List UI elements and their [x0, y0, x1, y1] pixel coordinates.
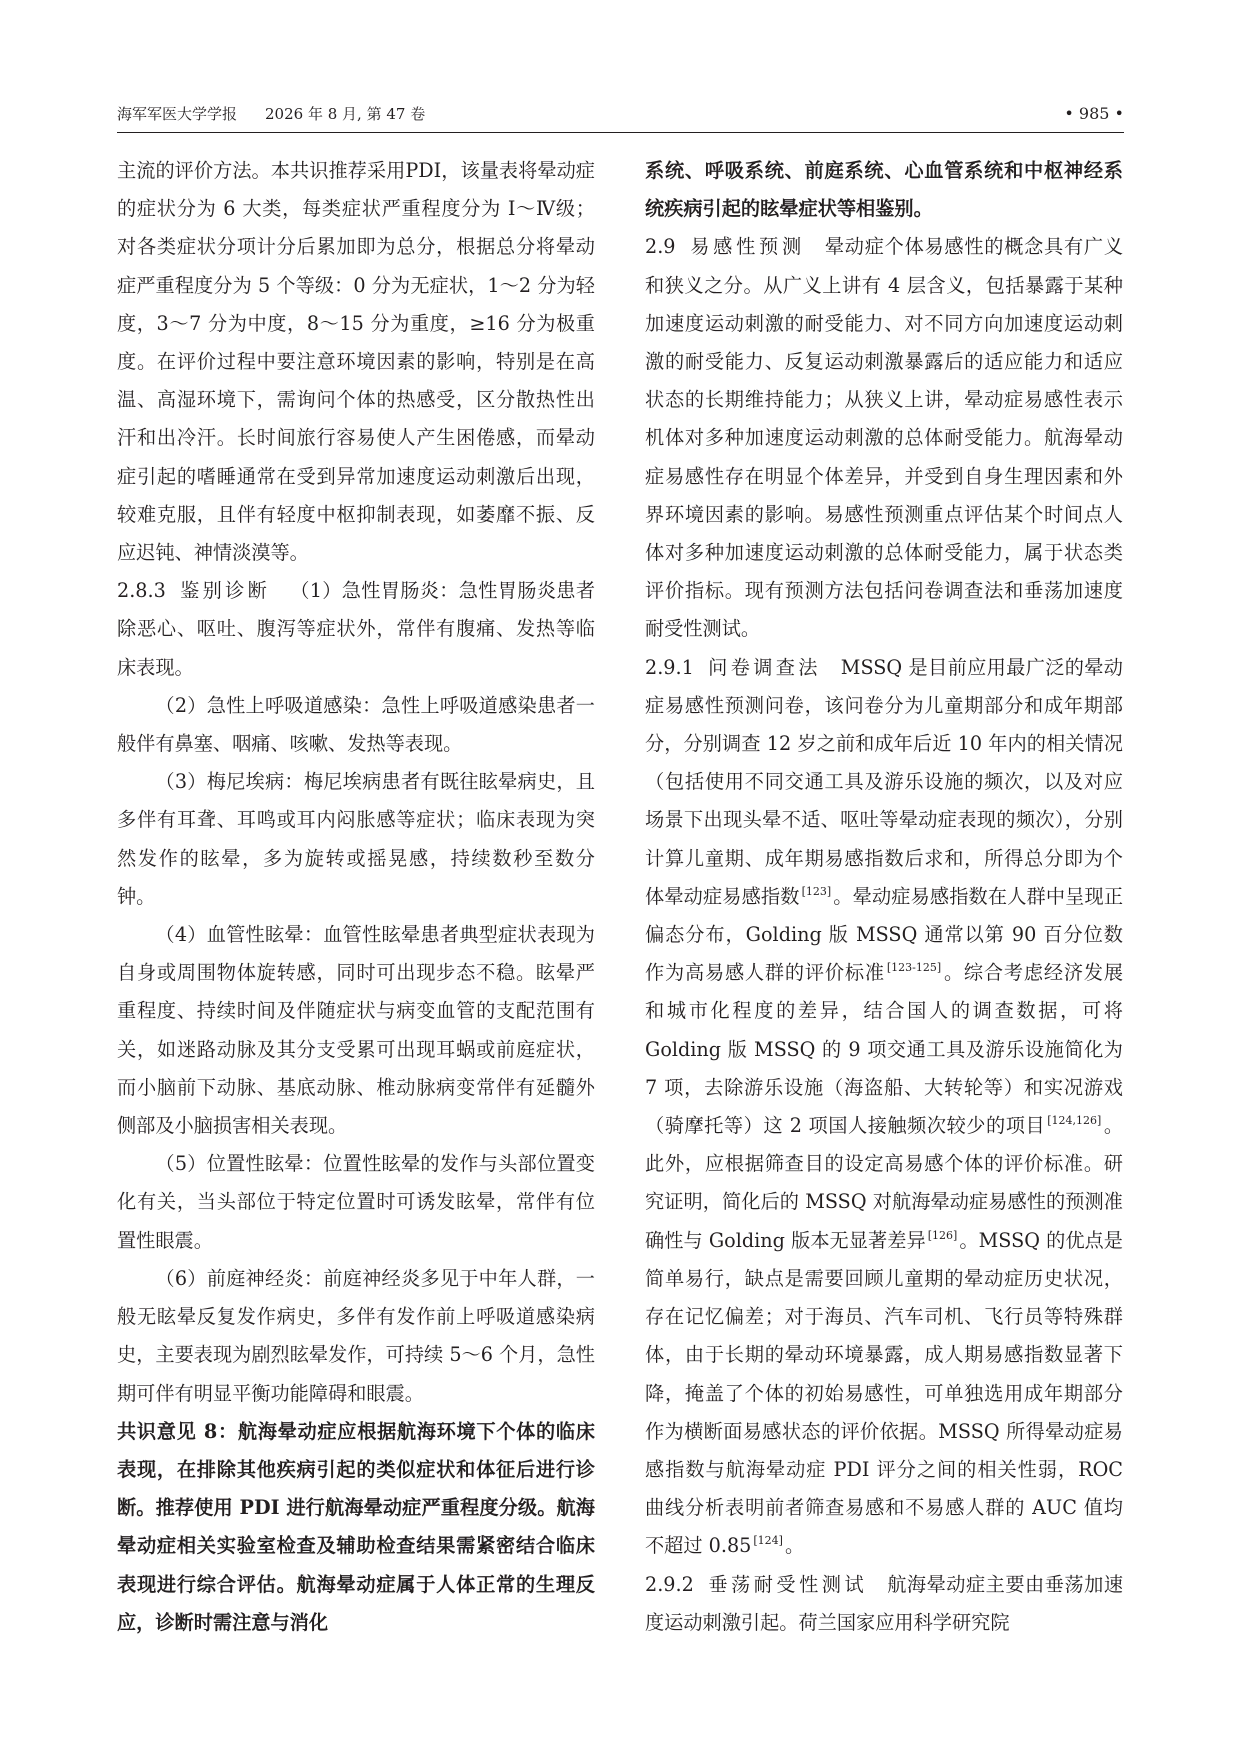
section-title: 鉴别诊断: [179, 579, 271, 603]
section-2-9-1: [645, 649, 1123, 1566]
citation: [123]: [801, 884, 832, 898]
citation: [124,126]: [1047, 1114, 1102, 1128]
section-text: （1）急性胃肠炎：急性胃肠炎患者除恶心、呕吐、腹泻等症状外，常伴有腹痛、发热等临床表现。: [117, 579, 595, 679]
differential-item-3: （3）梅尼埃病：梅尼埃病患者有既往眩晕病史，且多伴有耳聋、耳鸣或耳内闷胀感等症状；临床表现为突然发作的眩晕，多为旋转或摇晃感，持续数秒至数分钟。: [117, 770, 595, 908]
section-2-9-2: [645, 1566, 1123, 1642]
citation: [126]: [927, 1228, 958, 1242]
differential-item-6: （6）前庭神经炎：前庭神经炎多见于中年人群，一般无眩晕反复发作病史，多伴有发作前上呼吸道感染病史，主要表现为剧烈眩晕发作，可持续 5～6 个月，急性期可伴有明显平衡功能障碍和眼震。: [117, 1266, 595, 1405]
left-column: [117, 152, 595, 1642]
paragraph: 主流的评价方法。本共识推荐采用PDI，该量表将晕动症的症状分为 6 大类，每类症状严重程度分为 Ⅰ～Ⅳ级；对各类症状分项计分后累加即为总分，根据总分将晕动症严重程度分为 5 个等级：0 分为无症状，1～2 分为轻度，3～7 分为中度，8～15 分为重度，≥16 分为极重度。在评价过程中要注意环境因素的影响，特别是在高温、高湿环境下，需询问个体的热感受，区分散热性出汗和出冷汗。长时间旅行容易使人产生困倦感，而晕动症引起的嗜睡通常在受到异常加速度运动刺激后出现，较难克服，且伴有轻度中枢抑制表现，如萎靡不振、反应迟钝、神情淡漠等。: [117, 159, 595, 565]
section-number: 2.9: [645, 235, 676, 259]
section-2-9: [645, 228, 1123, 648]
running-header: [117, 103, 1124, 131]
section-text: 晕动症个体易感性的概念具有广义和狭义之分。从广义上讲有 4 层含义，包括暴露于某种加速度运动刺激的耐受能力、对不同方向加速度运动刺激的耐受能力、反复运动刺激暴露后的适应能力和适应状态的长期维持能力；从狭义上讲，晕动症易感性表示机体对多种加速度运动刺激的总体耐受能力。航海晕动症易感性存在明显个体差异，并受到自身生理因素和外界环境因素的影响。易感性预测重点评估某个时间点人体对多种加速度运动刺激的总体耐受能力，属于状态类评价指标。现有预测方法包括问卷调查法和垂荡加速度耐受性测试。: [645, 235, 1124, 641]
differential-item-5: （5）位置性眩晕：位置性眩晕的发作与头部位置变化有关，当头部位于特定位置时可诱发眩晕，常伴有位置性眼震。: [117, 1152, 595, 1252]
section-text: 航海晕动症主要由垂荡加速度运动刺激引起。荷兰国家应用科学研究院: [645, 1572, 1124, 1634]
differential-item-2: （2）急性上呼吸道感染：急性上呼吸道感染患者一般伴有鼻塞、咽痛、咳嗽、发热等表现。: [117, 693, 595, 756]
section-number: 2.9.2: [645, 1572, 694, 1596]
citation: [124]: [753, 1534, 783, 1548]
section-text: 。晕动症易感指数在人群中呈现正偏态分布，Golding 版 MSSQ 通常以第 90 百分位数作为高易感人群的评价标准: [645, 884, 1124, 985]
section-text: 。综合考虑经济发展和城市化程度的差异，结合国人的调查数据，可将 Golding 版 MSSQ 的 9 项交通工具及游乐设施简化为 7 项，去除游乐设施（海盗船、大转轮等）和实况游戏（骑摩托等）这 2 项国人接触频次较少的项目: [645, 961, 1124, 1138]
page-number: • 985 •: [1064, 104, 1124, 123]
journal-name: 海军军医大学学报: [117, 105, 238, 123]
differential-item-4: （4）血管性眩晕：血管性眩晕患者典型症状表现为自身或周围物体旋转感，同时可出现步态不稳。眩晕严重程度、持续时间及伴随症状与病变血管的支配范围有关，如迷路动脉及其分支受累可出现耳蜗或前庭症状，而小脑前下动脉、基底动脉、椎动脉病变常伴有延髓外侧部及小脑损害相关表现。: [117, 923, 595, 1138]
section-title: 易感性预测: [689, 235, 805, 259]
section-number: 2.8.3: [117, 579, 166, 603]
section-2-8-3: [117, 572, 595, 687]
consensus-opinion-8-continued: 系统、呼吸系统、前庭系统、心血管系统和中枢神经系统疾病引起的眩晕症状等相鉴别。: [645, 159, 1123, 221]
header-left: [117, 103, 425, 125]
right-column: [645, 152, 1123, 1642]
section-title: 问卷调查法: [707, 655, 821, 679]
section-title: 垂荡耐受性测试: [707, 1572, 868, 1596]
section-text: 。MSSQ 的优点是简单易行，缺点是需要回顾儿童期的晕动症历史状况，存在记忆偏差；对于海员、汽车司机、飞行员等特殊群体，由于长期的晕动环境暴露，成人期易感指数显著下降，掩盖了个体的初始易感性，可单独选用成年期部分作为横断面易感状态的评价依据。MSSQ 所得晕动症易感指数与航海晕动症 PDI 评分之间的相关性弱，ROC 曲线分析表明前者筛查易感和不易感人群的 AUC 值均不超过 0.85: [645, 1228, 1123, 1558]
section-number: 2.9.1: [645, 655, 694, 679]
consensus-opinion-8: 共识意见 8：航海晕动症应根据航海环境下个体的临床表现，在排除其他疾病引起的类似症状和体征后进行诊断。推荐使用 PDI 进行航海晕动症严重程度分级。航海晕动症相关实验室检查及辅助检查结果需紧密结合临床表现进行综合评估。航海晕动症属于人体正常的生理反应，诊断时需注意与消化: [117, 1419, 595, 1634]
issue-info: 2026 年 8 月, 第 47 卷: [265, 105, 426, 123]
section-text: MSSQ 是目前应用最广泛的晕动症易感性预测问卷，该问卷分为儿童期部分和成年期部分，分别调查 12 岁之前和成年后近 10 年内的相关情况（包括使用不同交通工具及游乐设施的频次，以及对应场景下出现头晕不适、呕吐等晕动症表现的频次），分别计算儿童期、成年期易感指数后求和，所得总分即为个体晕动症易感指数: [645, 655, 1123, 908]
citation: [123-125]: [886, 961, 942, 975]
header-rule: [117, 132, 1124, 133]
section-text: 。: [784, 1534, 805, 1558]
section-text: 。此外，应根据筛查目的设定高易感个体的评价标准。研究证明，简化后的 MSSQ 对航海晕动症易感性的预测准确性与 Golding 版本无显著差异: [645, 1114, 1124, 1252]
